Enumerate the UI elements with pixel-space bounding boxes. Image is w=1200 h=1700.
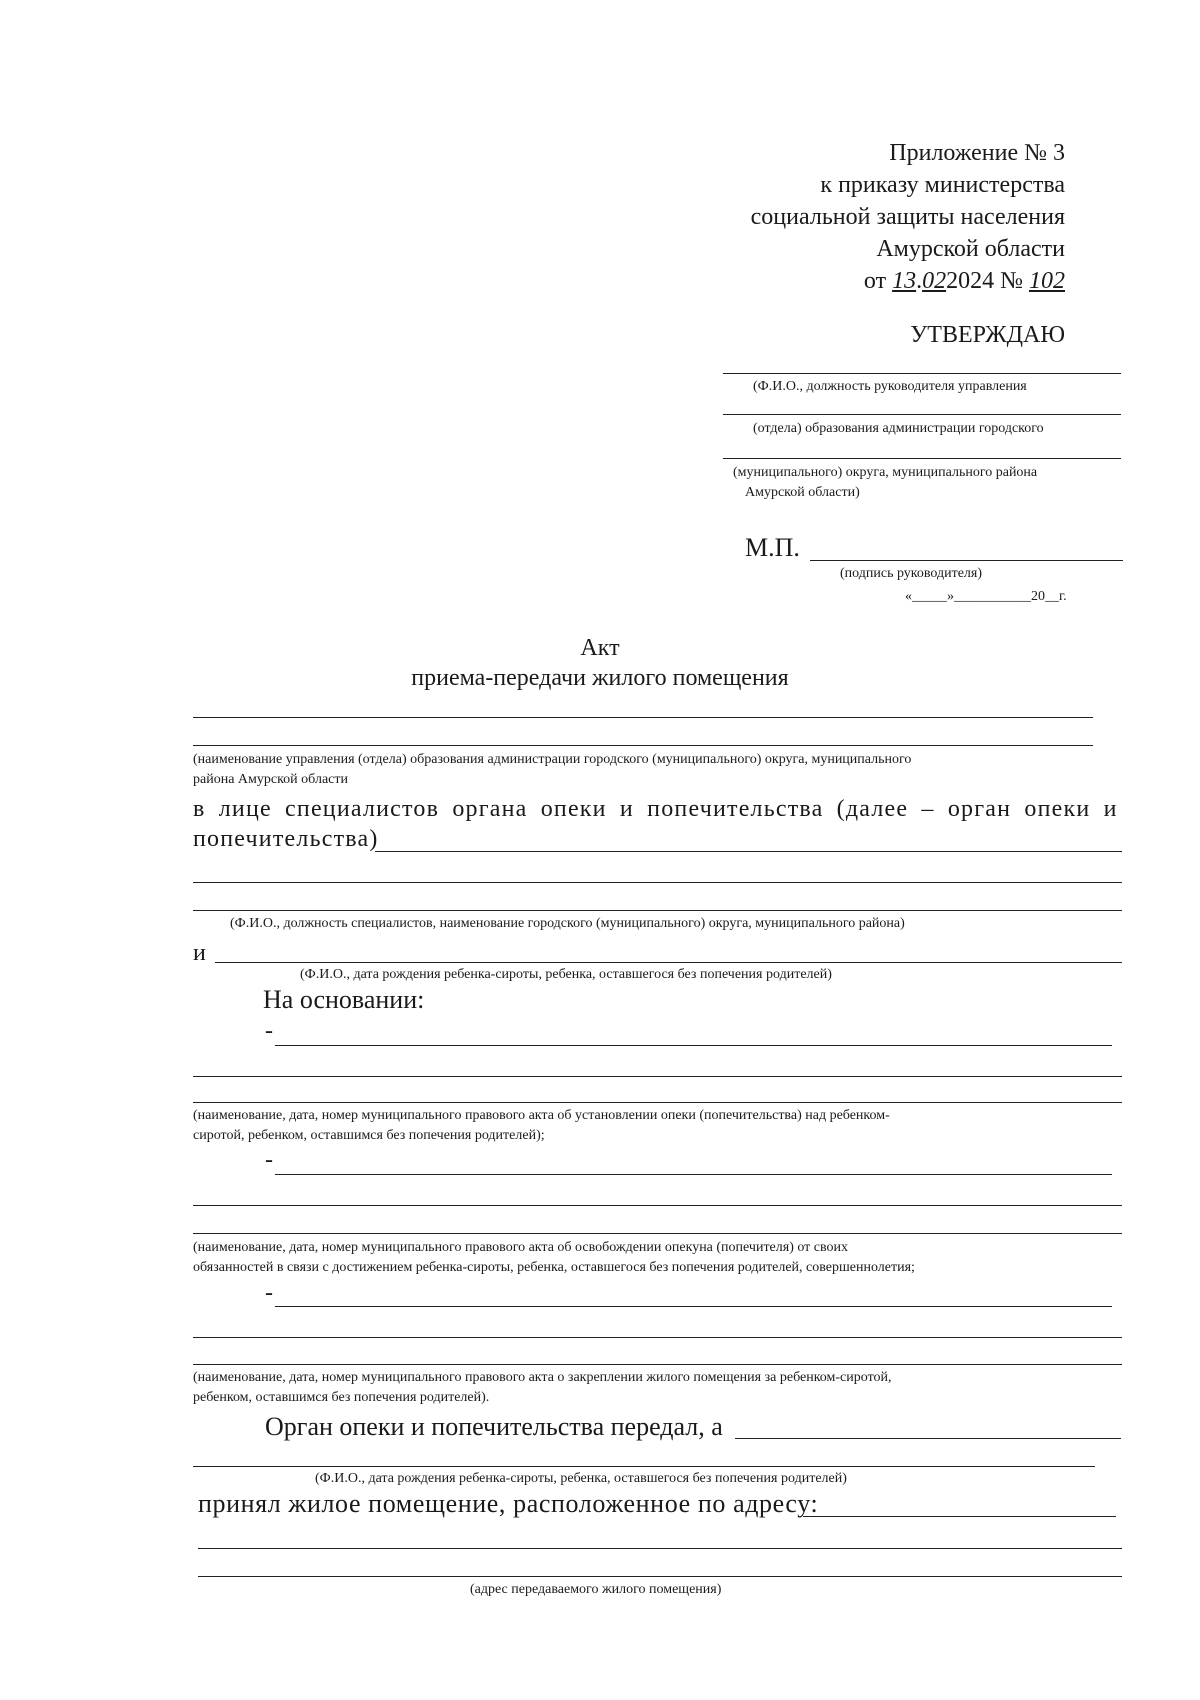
- specialists-line-2: [193, 882, 1122, 883]
- act2-caption-1: (наименование, дата, номер муниципального правового акта об освобождении опекуна (попечителя) от своих: [193, 1240, 849, 1255]
- signature-caption: (подпись руководителя): [840, 566, 983, 581]
- address-line-1: [803, 1516, 1116, 1517]
- region-name: Амурской области: [876, 236, 1065, 262]
- approval-date-line: «_____»___________20__г.: [905, 589, 1067, 604]
- act2-caption-2: обязанностей в связи с достижением ребенка-сироты, ребенка, оставшегося без попечения родителей, совершеннолетия;: [193, 1260, 915, 1275]
- accepted-text: принял жилое помещение, расположенное по адресу:: [198, 1489, 819, 1518]
- child-caption-2: (Ф.И.О., дата рождения ребенка-сироты, ребенка, оставшегося без попечения родителей): [315, 1471, 847, 1486]
- order-date: [864, 268, 1065, 295]
- date-day: 13: [892, 268, 917, 294]
- act2-line-1: [275, 1174, 1112, 1175]
- appendix-number: Приложение № 3: [889, 140, 1065, 166]
- ministry-name: социальной защиты населения: [750, 204, 1065, 230]
- child-line: [215, 962, 1122, 963]
- act1-caption-2: сиротой, ребенком, оставшимся без попечения родителей);: [193, 1128, 545, 1143]
- basis-heading: На основании:: [263, 985, 425, 1014]
- act3-line-3: [193, 1364, 1122, 1365]
- and-label: и: [193, 940, 206, 966]
- act1-caption-1: (наименование, дата, номер муниципального правового акта об установлении опеки (попечительства) над ребенком-: [193, 1108, 890, 1123]
- signature-line: [810, 560, 1123, 561]
- org-line-1: [193, 717, 1093, 718]
- order-number: 102: [1029, 268, 1065, 294]
- approver-name-line-3: [723, 458, 1121, 459]
- approver-caption-3: (муниципального) округа, муниципального района: [733, 465, 1038, 480]
- act3-line-1: [275, 1306, 1112, 1307]
- address-caption: (адрес передаваемого жилого помещения): [470, 1582, 722, 1597]
- specialists-line-1: [375, 851, 1122, 852]
- transfer-recipient-line-2: [193, 1466, 1095, 1467]
- approver-caption-2: (отдела) образования администрации городского: [753, 421, 1044, 436]
- approver-name-line-2: [723, 414, 1121, 415]
- act3-caption-1: (наименование, дата, номер муниципального правового акта о закреплении жилого помещения за ребенком-сиротой,: [193, 1370, 892, 1385]
- child-caption: (Ф.И.О., дата рождения ребенка-сироты, ребенка, оставшегося без попечения родителей): [300, 967, 832, 982]
- org-caption-1: (наименование управления (отдела) образования администрации городского (муниципального) округа, муниципального: [193, 752, 912, 767]
- order-reference: к приказу министерства: [820, 172, 1065, 198]
- document-subtitle: приема-передачи жилого помещения: [411, 665, 789, 691]
- act1-line-3: [193, 1102, 1122, 1103]
- date-year: 2024 №: [946, 268, 1029, 294]
- act3-line-2: [193, 1337, 1122, 1338]
- specialists-line-3: [193, 910, 1122, 911]
- approver-name-line: [723, 373, 1121, 374]
- approver-caption-4: Амурской области): [745, 485, 860, 500]
- transfer-recipient-line-1: [735, 1438, 1121, 1439]
- date-month: 02: [922, 268, 947, 294]
- stamp-place-label: М.П.: [745, 533, 800, 562]
- specialists-caption: (Ф.И.О., должность специалистов, наименование городского (муниципального) округа, муниципального района): [230, 916, 905, 931]
- approver-caption-1: (Ф.И.О., должность руководителя управления: [753, 379, 1027, 394]
- basis-dash-2: -: [265, 1147, 273, 1173]
- org-line-2: [193, 745, 1093, 746]
- org-caption-2: района Амурской области: [193, 772, 348, 787]
- act2-line-2: [193, 1205, 1122, 1206]
- transfer-text: Орган опеки и попечительства передал, а: [265, 1412, 723, 1441]
- act1-line-2: [193, 1076, 1122, 1077]
- represented-text-1: в лице специалистов органа опеки и попечительства (далее – орган опеки и: [193, 796, 1118, 822]
- represented-text-2: попечительства): [193, 826, 379, 852]
- basis-dash-3: -: [265, 1280, 273, 1306]
- date-prefix: от: [863, 268, 893, 294]
- approve-title: УТВЕРЖДАЮ: [910, 322, 1065, 348]
- act2-line-3: [193, 1233, 1122, 1234]
- document-title: Акт: [580, 635, 620, 661]
- address-line-2: [198, 1548, 1122, 1549]
- address-line-3: [198, 1576, 1122, 1577]
- act1-line-1: [275, 1045, 1112, 1046]
- date-dot: .: [916, 268, 923, 294]
- basis-dash-1: -: [265, 1018, 273, 1044]
- act3-caption-2: ребенком, оставшимся без попечения родителей).: [193, 1390, 490, 1405]
